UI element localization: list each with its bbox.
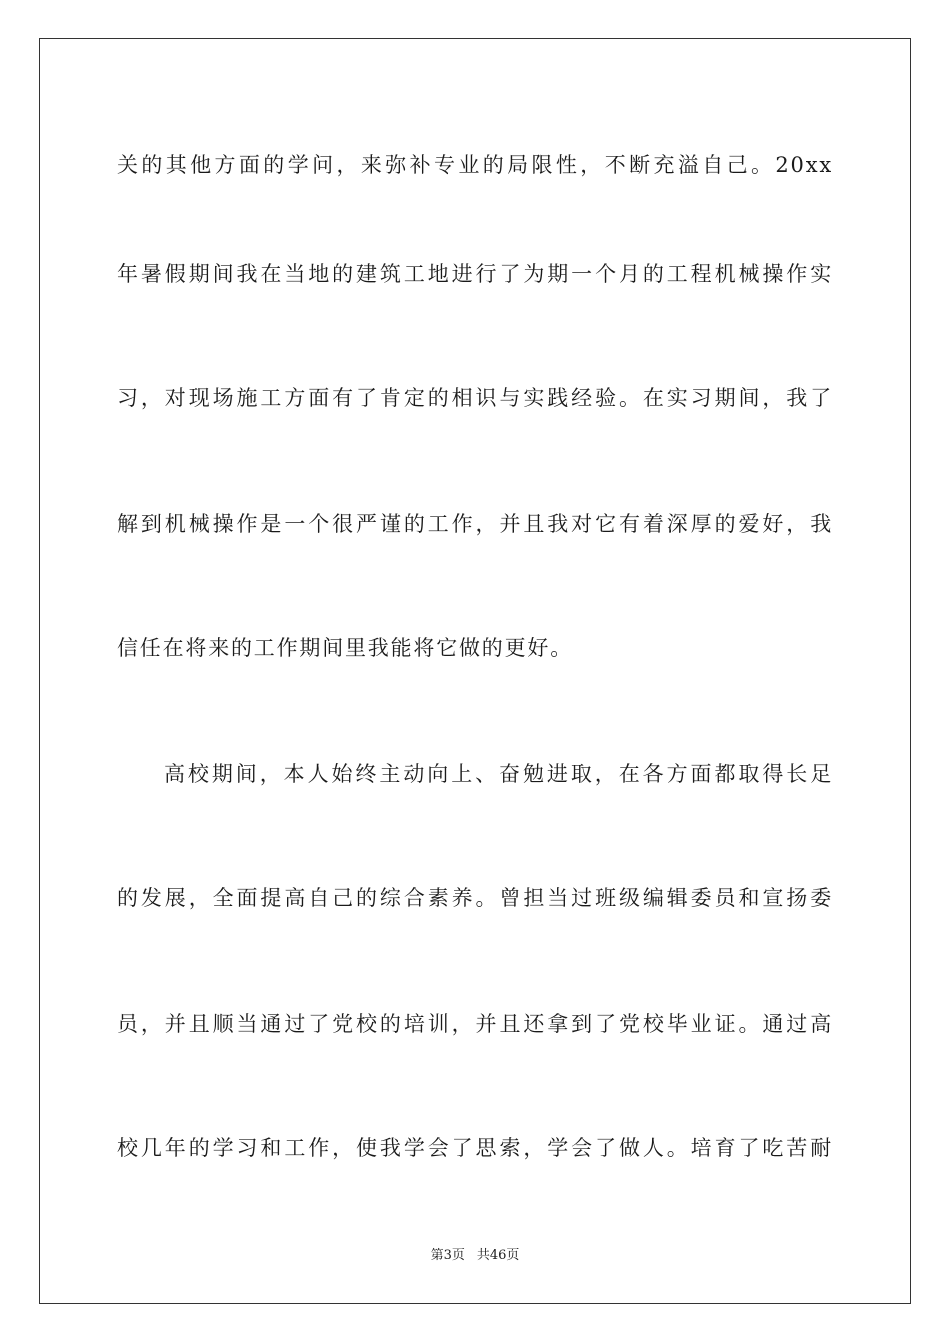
text-line: 员，并且顺当通过了党校的培训，并且还拿到了党校毕业证。通过高 (117, 1012, 833, 1036)
page-frame (39, 38, 911, 1304)
paragraph-first-line: 高校期间，本人始终主动向上、奋勉进取，在各方面都取得长足 (164, 762, 833, 786)
text-line: 解到机械操作是一个很严谨的工作，并且我对它有着深厚的爱好，我 (117, 512, 833, 536)
text-line: 的发展，全面提高自己的综合素养。曾担当过班级编辑委员和宣扬委 (117, 886, 833, 910)
total-pages: 共46页 (476, 1248, 520, 1263)
text-line: 校几年的学习和工作，使我学会了思索，学会了做人。培育了吃苦耐 (117, 1136, 833, 1160)
page-footer (0, 1247, 950, 1265)
text-line: 关的其他方面的学问，来弥补专业的局限性，不断充溢自己。20xx (117, 153, 833, 177)
page-number: 第3页 (430, 1248, 465, 1263)
text-line: 信任在将来的工作期间里我能将它做的更好。 (117, 636, 573, 660)
text-line: 习，对现场施工方面有了肯定的相识与实践经验。在实习期间，我了 (117, 386, 833, 410)
text-line: 年暑假期间我在当地的建筑工地进行了为期一个月的工程机械操作实 (117, 262, 833, 286)
